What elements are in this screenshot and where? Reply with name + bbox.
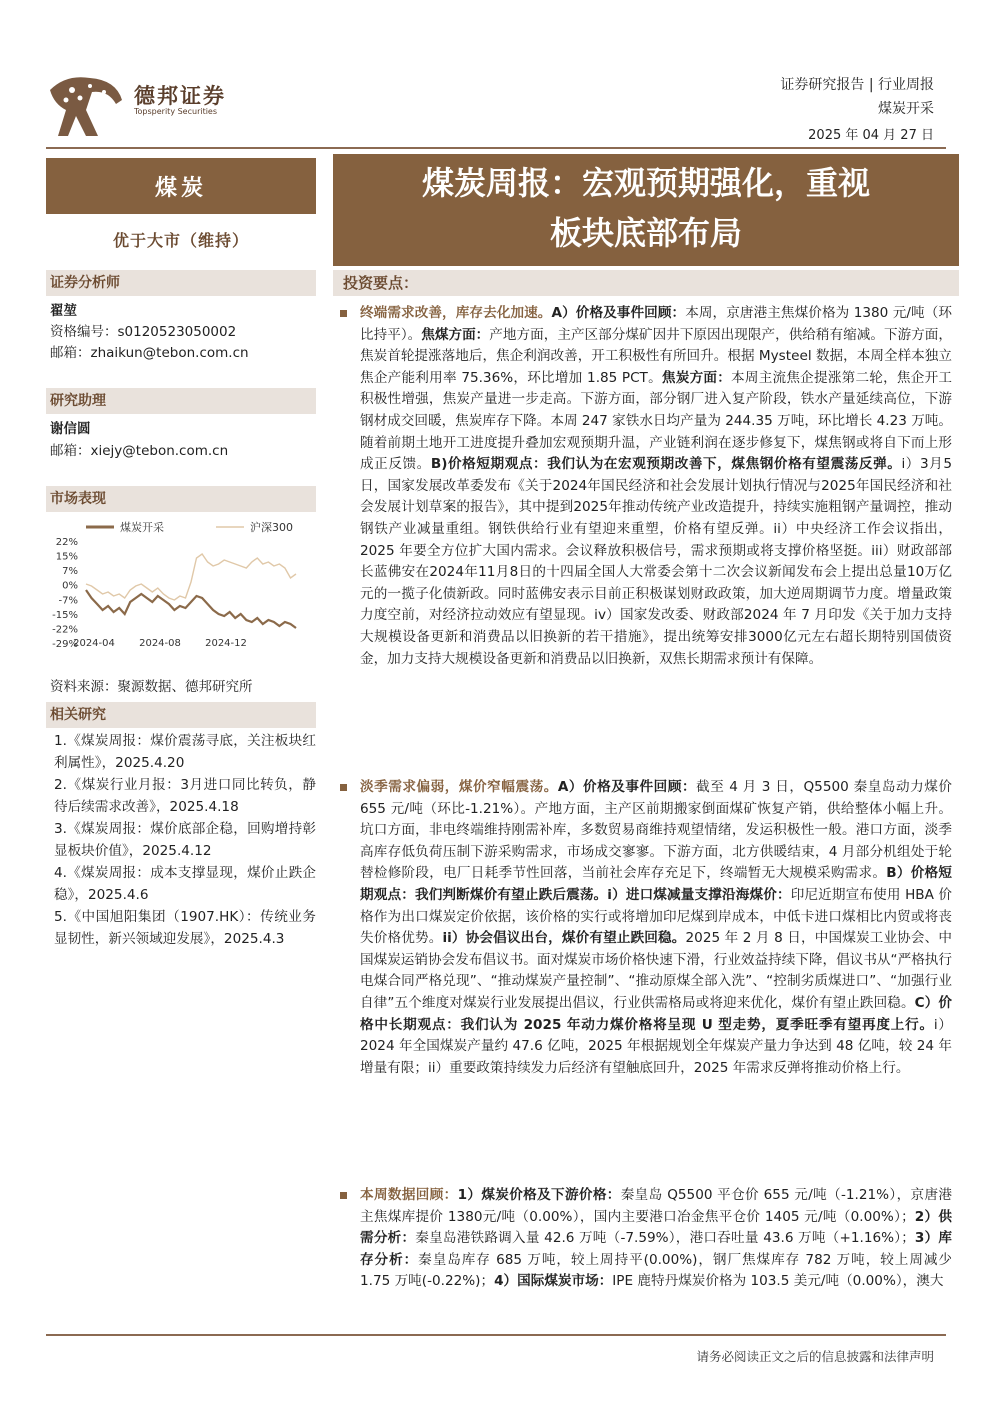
company-logo (46, 70, 124, 140)
x-tick-label: 2024-12 (205, 638, 247, 649)
report-date: 2025 年 04 月 27 日 (808, 128, 934, 143)
bullet-icon (340, 784, 347, 791)
point-text: 截至 4 月 3 日，Q5500 秦皇岛动力煤价 655 元/吨（环比-1.21%）。产地方面，主产区前期搬家倒面煤矿恢复产销，供给整体小幅上升。坑口方面，非电终端维持刚需补库，多数贸易商维持观望情绪，发运积极性一般。港口方面，淡季高库存低负荷压制下游采购需求，市场成交寥寥。下游方面，北方供暖结束，4 月部分机组处于轮替检修阶段，电厂日耗季节性回落，当前社会库存充足下，终端暂无大规模采购需求。 (360, 779, 953, 882)
y-tick-label: 15% (55, 551, 78, 563)
invest-point-2 (340, 777, 952, 1079)
title-line-2: 板块底部布局 (549, 214, 742, 252)
industry-tag: 煤炭开采 (878, 101, 934, 117)
point-text: 秦皇岛库存 685 万吨，较上周持平(0.00%)，钢厂焦煤库存 782 万吨，较上周减少 1.75 万吨(-0.22%)； (360, 1251, 952, 1290)
report-title (333, 154, 959, 266)
related-item[interactable]: 5.《中国旭阳集团（1907.HK）：传统业务显韧性，新兴领域迎发展》，2025.4.3 (54, 909, 316, 947)
related-item[interactable]: 4.《煤炭周报：成本支撑显现，煤价止跌企稳》，2025.4.6 (54, 865, 316, 903)
point-sub: C）价格中长期观点：我们认为 2025 年动力煤价格将呈现 U 型走势，夏季旺季有望再度上行。 (360, 994, 952, 1033)
related-heading: 相关研究 (46, 702, 316, 728)
analyst-heading: 证券分析师 (46, 270, 316, 296)
y-tick-label: 7% (62, 566, 78, 578)
sector-label: 煤炭 (46, 158, 316, 214)
invest-heading: 投资要点： (333, 270, 959, 296)
related-list (54, 730, 316, 950)
point-sub: 1）煤炭价格及下游价格： (457, 1187, 621, 1203)
report-type: 证券研究报告 | 行业周报 (780, 77, 934, 93)
point-text: 本周主流焦企提涨第二轮，焦企开工积极性增强，焦炭产量进一步走高。下游方面，部分钢厂进入复产阶段，铁水产量延续高位，下游钢材成交回暖，焦炭库存下降。本周 247 家铁水日均产量为 244.35 万吨，环比增长 4.23 万吨。随着前期土地开工进度提升叠加宏观预期升温，产业链利润在逐步修复下，煤焦钢或将自下而上形成正反馈。 (360, 369, 952, 473)
series-line-hs300 (86, 554, 296, 600)
point-text: 印尼近期宣布使用 HBA 价格作为出口煤炭定价依据，该价格的实行或将增加印尼煤到岸成本，中低卡进口煤相比内贸或将丧失价格优势。 (360, 886, 952, 947)
y-tick-label: -22% (52, 624, 78, 636)
point-text: 秦皇岛港铁路调入量 42.6 万吨（-7.59%），港口吞吐量 43.6 万吨（+1.16%）； (415, 1230, 915, 1247)
header-rule (46, 147, 946, 149)
y-tick-label: -15% (52, 609, 78, 621)
y-tick-label: -7% (58, 595, 78, 607)
point-sub: 3）库存分析： (360, 1230, 952, 1268)
company-name-cn: 德邦证券 (134, 84, 226, 108)
point-sub: 焦煤方面： (421, 326, 490, 343)
related-item[interactable]: 3.《煤炭周报：煤价底部企稳，回购增持彰显板块价值》，2025.4.12 (54, 821, 316, 859)
series-line-coal (86, 590, 296, 628)
point-lead: 淡季需求偏弱，煤价窄幅震荡。 (360, 779, 558, 795)
title-line-1: 煤炭周报：宏观预期强化，重视 (421, 164, 870, 202)
footer-rule (46, 1334, 946, 1336)
bullet-icon (340, 310, 347, 317)
point-sub: 焦炭方面： (661, 369, 732, 386)
point-sub: A）价格及事件回顾： (551, 305, 686, 321)
point-lead: 本周数据回顾： (360, 1187, 458, 1203)
market-chart-svg (46, 516, 316, 650)
point-sub: ii）协会倡议出台，煤价有望止跌回稳。 (442, 930, 686, 947)
legend-label: 煤炭开采 (120, 521, 164, 534)
point-text: 秦皇岛 Q5500 平仓价 655 元/吨（-1.21%），京唐港主焦煤库提价 1380元/吨（0.00%），国内主要港口冶金焦平仓价 1405 元/吨（0.00%）； (360, 1187, 952, 1225)
point-sub: B)价格短期观点：我们认为在宏观预期改善下，煤焦钢价格有望震荡反弹。 (430, 456, 902, 473)
bullet-icon (340, 1192, 347, 1199)
assistant-heading: 研究助理 (46, 388, 316, 414)
analyst-name: 翟堃 (50, 303, 77, 319)
analyst-email[interactable]: 邮箱：zhaikun@tebon.com.cn (50, 345, 249, 361)
point-text: 产地方面，主产区部分煤矿因井下原因出现限产，供给稍有缩减。下游方面，焦炭首轮提涨落地后，焦企利润改善，开工积极性有所回升。根据 Mysteel 数据，本周全样本独立焦企产能利用率 75.36%，环比增加 1.85 PCT。 (360, 326, 952, 386)
market-heading: 市场表现 (46, 486, 316, 512)
invest-point-1 (340, 303, 952, 670)
assistant-name: 谢信圆 (50, 421, 91, 437)
market-chart (46, 516, 316, 650)
y-tick-label: 22% (55, 537, 78, 548)
related-item[interactable]: 1.《煤炭周报：煤价震荡寻底，关注板块红利属性》，2025.4.20 (54, 733, 316, 771)
company-name-en: Topsperity Securities (134, 107, 218, 116)
x-tick-label: 2024-04 (73, 638, 115, 649)
legend-label: 沪深300 (250, 521, 293, 534)
x-tick-label: 2024-08 (139, 638, 181, 649)
point-sub: 2）供需分析： (360, 1208, 952, 1247)
y-tick-label: -29% (52, 639, 78, 650)
point-text: IPE 鹿特丹煤炭价格为 103.5 美元/吨（0.00%），澳大 (612, 1273, 944, 1290)
point-text: i）2024 年全国煤炭产量约 47.6 亿吨，2025 年根据规划全年煤炭产量力争达到 48 亿吨，较 24 年增量有限；ii）重要政策持续发力后经济有望触底回升，2025 年需求反弹将推动价格上行。 (360, 1016, 952, 1076)
chart-source: 资料来源：聚源数据、德邦研究所 (50, 679, 253, 695)
point-sub: A）价格及事件回顾： (557, 779, 697, 795)
point-sub: 4）国际煤炭市场： (494, 1273, 613, 1290)
related-item[interactable]: 2.《煤炭行业月报：3月进口同比转负，静待后续需求改善》，2025.4.18 (54, 777, 316, 815)
y-tick-label: 0% (62, 580, 78, 592)
point-sub: B）价格短期观点：我们判断煤价有望止跌后震荡。i）进口煤减量支撑沿海煤价： (360, 865, 952, 903)
disclaimer-note: 请务必阅读正文之后的信息披露和法律声明 (696, 1349, 934, 1364)
rating: 优于大市（维持） (112, 231, 249, 250)
point-text: i）3月5日，国家发展改革委发布《关于2024年国民经济和社会发展计划执行情况与2025年国民经济和社会发展计划草案的报告》，其中提到2025年推动传统产业改造提升，持续实施粗钢产量调控，推动钢铁产业减量重组。钢铁供给行业有望迎来重塑，价格有望反弹。ii）中央经济工作会议指出，2025 年要全方位扩大国内需求。会议释放积极信号，需求预期或将支撑价格坚挺。iii）财政部部长蓝佛安在2024年11月8日的十四届全国人大常委会第十二次会议新闻发布会上提出总量10万亿元的一揽子化债新政。同时蓝佛安表示目前正积极谋划财政政策，加大逆周期调节力度。增量政策力度空前，对经济拉动效应有望显现。iv）国家发改委、财政部2024 年 7 月印发《关于加力支持大规模设备更新和消费品以旧换新的若干措施》，提出统筹安排3000亿元左右超长期特别国债资金，加力支持大规模设备更新和消费品以旧换新，双焦长期需求预计有保障。 (360, 456, 953, 667)
invest-point-3 (340, 1185, 952, 1293)
point-text: 2025 年 2 月 8 日，中国煤炭工业协会、中国煤炭运销协会发布倡议书。面对煤炭市场价格快速下滑，行业效益持续下降，倡议书从“严格执行电煤合同严格兑现”、“推动煤炭产量控制”、“推动原煤全部入洗”、“控制劣质煤进口”、“加强行业自律”五个维度对煤炭行业发展提出倡议，行业供需格局或将迎来优化，煤价有望止跌回稳。 (360, 930, 952, 1011)
point-text: 本周，京唐港主焦煤价格为 1380 元/吨（环比持平）。 (360, 305, 952, 343)
assistant-email[interactable]: 邮箱：xiejy@tebon.com.cn (50, 443, 229, 459)
analyst-cert: 资格编号：s0120523050002 (50, 324, 237, 340)
point-lead: 终端需求改善，库存去化加速。 (360, 305, 552, 321)
